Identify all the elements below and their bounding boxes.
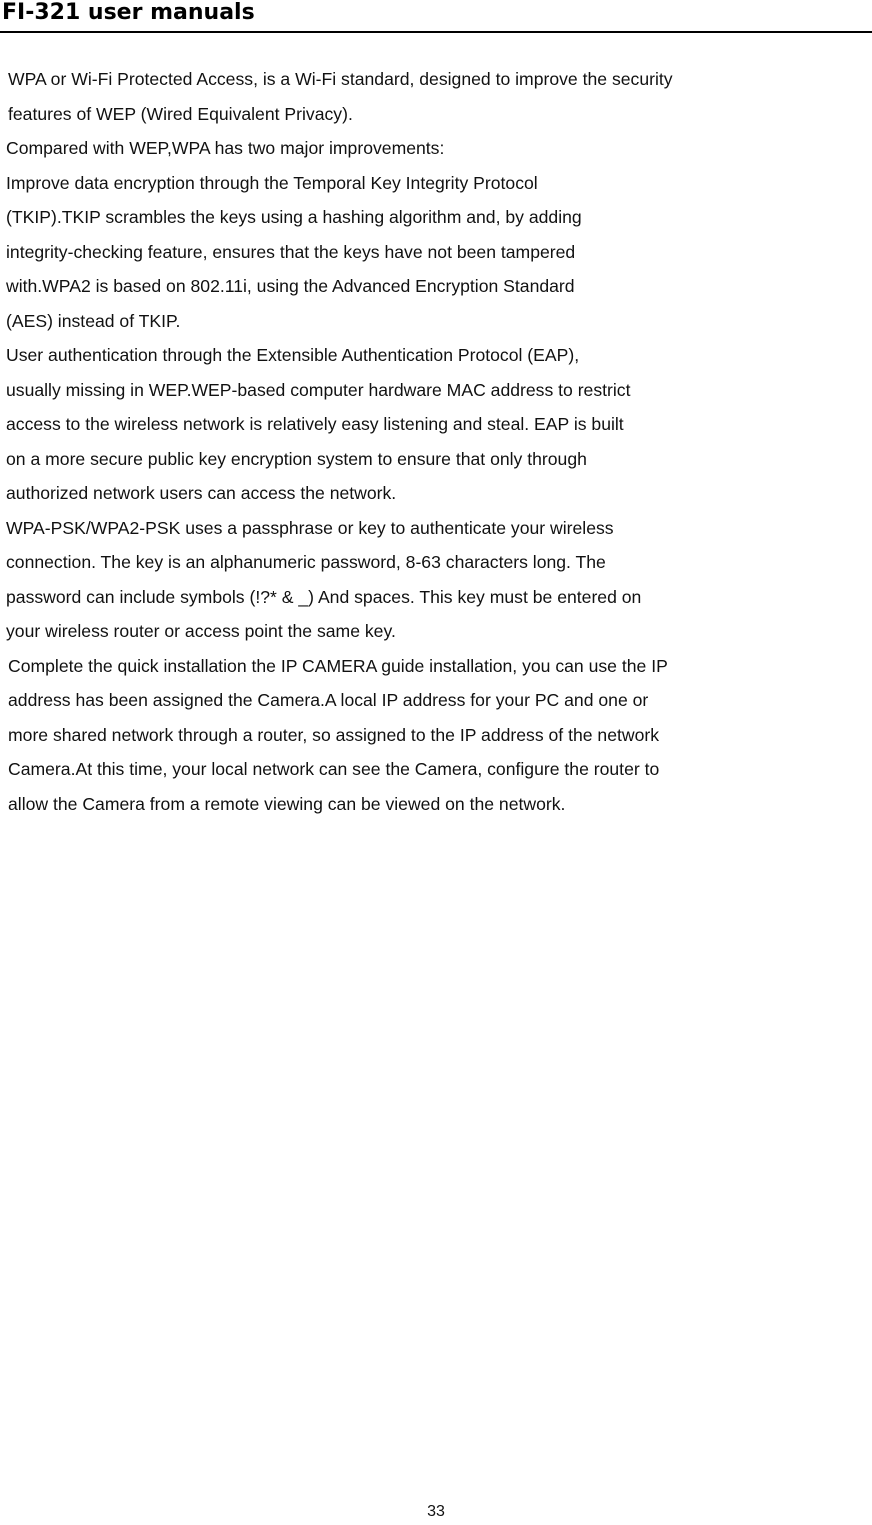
manual-title: FI-321 user manuals [2, 0, 255, 25]
text-line: more shared network through a router, so assigned to the IP address of the network [8, 724, 660, 745]
text-line: authorized network users can access the network. [6, 483, 397, 503]
text-line: usually missing in WEP.WEP-based computer hardware MAC address to restrict [6, 379, 631, 400]
text-line: on a more secure public key encryption system to ensure that only through [6, 448, 587, 469]
text-line: Improve data encryption through the Temporal Key Integrity Protocol [6, 172, 538, 193]
text-line: address has been assigned the Camera.A local IP address for your PC and one or [8, 690, 649, 710]
text-line: your wireless router or access point the same key. [6, 621, 396, 641]
text-line: WPA or Wi-Fi Protected Access, is a Wi-Fi standard, designed to improve the security [8, 69, 673, 89]
text-line: User authentication through the Extensible Authentication Protocol (EAP), [6, 345, 580, 365]
text-line: password can include symbols (!?* & _) And spaces. This key must be entered on [6, 586, 642, 607]
text-line: (TKIP).TKIP scrambles the keys using a hashing algorithm and, by adding [6, 207, 582, 227]
text-line: integrity-checking feature, ensures that the keys have not been tampered [6, 241, 576, 262]
text-line: access to the wireless network is relatively easy listening and steal. EAP is built [6, 414, 624, 434]
text-line: with.WPA2 is based on 802.11i, using the Advanced Encryption Standard [6, 276, 575, 296]
text-line: Complete the quick installation the IP CAMERA guide installation, you can use the IP [8, 655, 668, 676]
text-line: (AES) instead of TKIP. [6, 310, 181, 331]
text-line: Compared with WEP,WPA has two major improvements: [6, 138, 445, 158]
page-header [0, 0, 872, 33]
text-line: connection. The key is an alphanumeric password, 8-63 characters long. The [6, 552, 606, 572]
page-number: 33 [427, 1503, 445, 1520]
text-line: WPA-PSK/WPA2-PSK uses a passphrase or key to authenticate your wireless [6, 517, 614, 538]
text-line: features of WEP (Wired Equivalent Privacy). [8, 103, 353, 124]
text-line: allow the Camera from a remote viewing can be viewed on the network. [8, 793, 566, 814]
text-line: Camera.At this time, your local network can see the Camera, configure the router to [8, 759, 660, 779]
